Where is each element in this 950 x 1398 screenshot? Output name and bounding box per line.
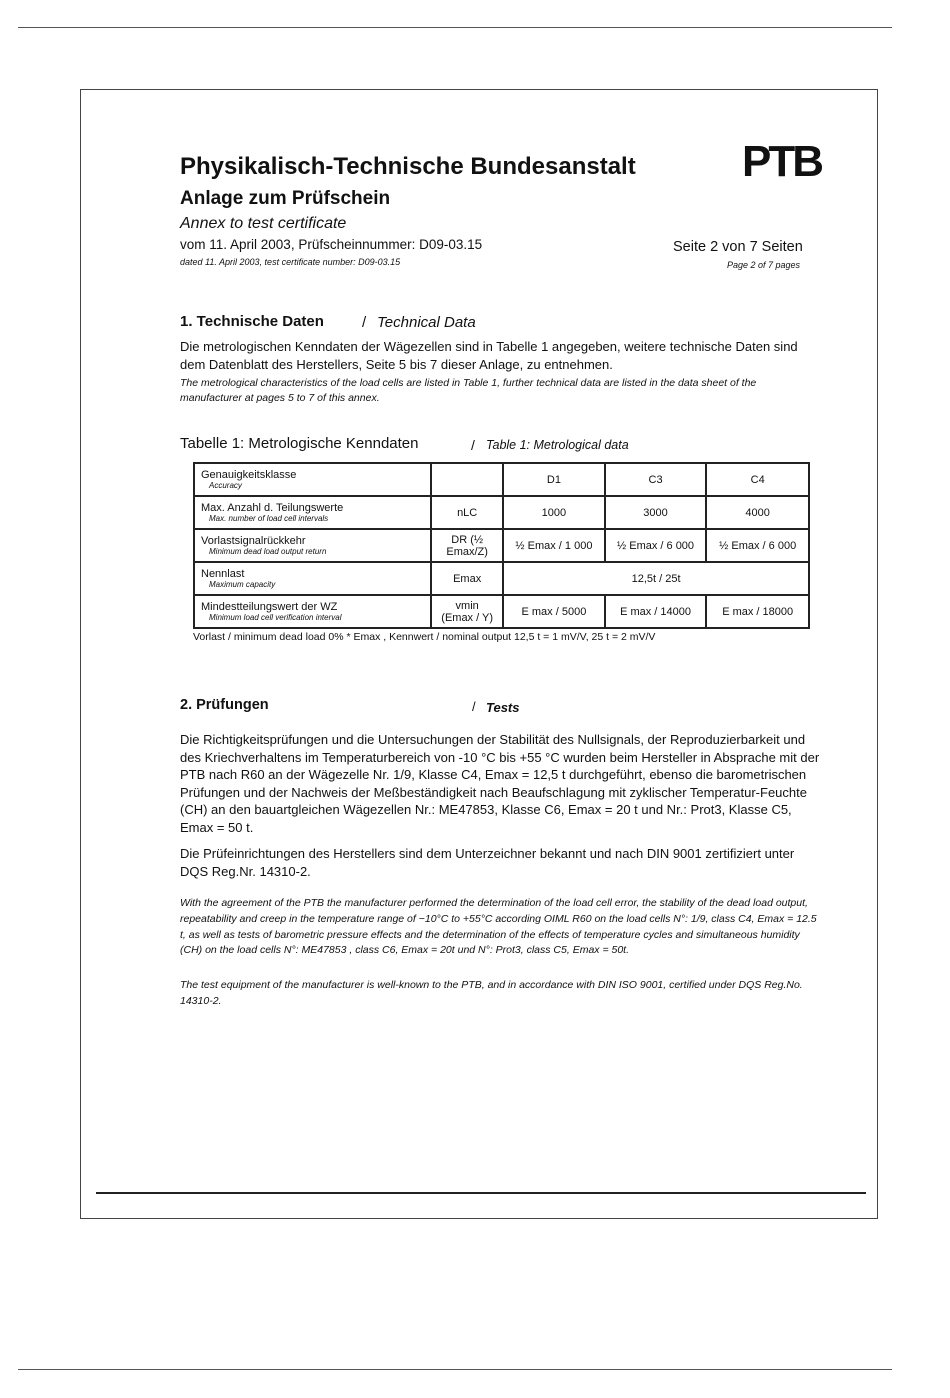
- section2-title-en: Tests: [486, 700, 520, 715]
- table-footnote: Vorlast / minimum dead load 0% * Emax , Kennwert / nominal output 12,5 t = 1 mV/V, 25 t = 2 mV/V: [193, 631, 656, 643]
- section2-text-de-1: Die Richtigkeitsprüfungen und die Untersuchungen der Stabilität des Nullsignals, der Reproduzierbarkeit und des Kriechverhaltens im Temperaturbereich von -10 °C bis +55 °C wurden beim Hersteller in Absprache mit der PTB nach R60 an der Wägezelle Nr. 1/9, Klasse C4, Emax = 12,5 t durchgeführt, ebenso die barometrischen Prüfungen und der Nachweis der Meßbeständigkeit nach Beaufschlagung mit zyklischer Temperatur-Feuchte (CH) an den bauartgleichen Wägezellen Nr.: ME47853, Klasse C6, Emax = 20 t und Nr.: Prot3, Klasse C5, Emax = 50 t.: [180, 732, 820, 835]
- table-cell: E max / 18000: [706, 595, 809, 628]
- row-label-en: Max. number of load cell intervals: [209, 514, 329, 523]
- table-cell: [194, 595, 431, 628]
- table-caption-de: Tabelle 1: Metrologische Kenndaten: [180, 435, 419, 452]
- table-cell: 4000: [706, 496, 809, 529]
- row-label-de: Nennlast: [201, 568, 245, 580]
- table-cell: E max / 5000: [503, 595, 605, 628]
- row-symbol: vmin (Emax / Y): [431, 595, 503, 628]
- page-number-de: Seite 2 von 7 Seiten: [673, 239, 803, 255]
- section2-text-de-2: Die Prüfeinrichtungen des Herstellers sind dem Unterzeichner bekannt und nach DIN 9001 zertifiziert unter DQS Reg.Nr. 14310-2.: [180, 846, 795, 879]
- table-cell: [194, 562, 431, 595]
- section1-title-en: Technical Data: [377, 314, 476, 331]
- table-cell: [194, 529, 431, 562]
- row-symbol: DR (½ Emax/Z): [431, 529, 503, 562]
- top-rule: [18, 27, 892, 28]
- table-cell: ½ Emax / 6 000: [605, 529, 707, 562]
- section1-text-de: Die metrologischen Kenndaten der Wägezellen sind in Tabelle 1 angegeben, weitere technische Daten sind dem Datenblatt des Herstellers, Seite 5 bis 7 dieser Anlage, zu entnehmen.: [180, 339, 798, 372]
- column-header-d1: D1: [503, 463, 605, 496]
- section2-text-en-2: The test equipment of the manufacturer is well-known to the PTB, and in accordance with DIN ISO 9001, certified under DQS Reg.No. 14310-2.: [180, 979, 803, 1007]
- row-symbol: nLC: [431, 496, 503, 529]
- section2-title-de: 2. Prüfungen: [180, 697, 269, 713]
- annex-title-en: Annex to test certificate: [180, 215, 347, 232]
- dated-de: vom 11. April 2003, Prüfscheinnummer: D09-03.15: [180, 237, 483, 252]
- table-caption-en: Table 1: Metrological data: [486, 438, 629, 452]
- row-label-de: Vorlastsignalrückkehr: [201, 535, 306, 547]
- header-label-de: Genauigkeitsklasse: [201, 469, 297, 481]
- table-cell: 1000: [503, 496, 605, 529]
- metrological-data-table: [193, 462, 810, 629]
- dated-en: dated 11. April 2003, test certificate number: D09-03.15: [180, 257, 401, 267]
- column-header-c4: C4: [706, 463, 809, 496]
- table-caption-separator: /: [471, 437, 475, 453]
- footer-rule: [96, 1192, 866, 1194]
- table-row: [194, 529, 809, 562]
- row-label-en: Minimum dead load output return: [209, 547, 327, 556]
- row-label-de: Max. Anzahl d. Teilungswerte: [201, 502, 344, 514]
- section1-title-de: 1. Technische Daten: [180, 313, 324, 330]
- row-symbol: Emax: [431, 562, 503, 595]
- table-cell: [194, 463, 431, 496]
- table-cell: ½ Emax / 6 000: [706, 529, 809, 562]
- table-cell: 3000: [605, 496, 707, 529]
- table-row: [194, 496, 809, 529]
- bottom-rule: [18, 1369, 892, 1370]
- row-label-en: Maximum capacity: [209, 580, 276, 589]
- merged-capacity-cell: 12,5t / 25t: [503, 562, 809, 595]
- table-header-row: [194, 463, 809, 496]
- annex-title-de: Anlage zum Prüfschein: [180, 188, 391, 209]
- row-label-de: Mindestteilungswert der WZ: [201, 601, 338, 613]
- table-cell: [431, 463, 503, 496]
- header-label-en: Accuracy: [209, 481, 242, 490]
- table-row: [194, 595, 809, 628]
- section2-text-en-1: With the agreement of the PTB the manufacturer performed the determination of the load cell error, the stability of the dead load output, repeatability and creep in the temperature range of −10°C to +55°C according OIML R60 on the load cells N°: 1/9, class C4, Emax = 12.5 t, as well as tests of barometric pressure effects and the determination of the effects of temperature cycles and simultaneous humidity (CH) on the load cells N°: ME47853 , class C6, Emax = 20t und N°: Prot3, class C5, Emax = 50t.: [180, 897, 817, 957]
- section1-text-en: The metrological characteristics of the load cells are listed in Table 1, further technical data are listed in the data sheet of the manufacturer at pages 5 to 7 of this annex.: [180, 377, 757, 404]
- table-cell: [194, 496, 431, 529]
- page-number-en: Page 2 of 7 pages: [727, 260, 801, 270]
- table-cell: ½ Emax / 1 000: [503, 529, 605, 562]
- row-label-en: Minimum load cell verification interval: [209, 613, 342, 622]
- column-header-c3: C3: [605, 463, 707, 496]
- table-row: [194, 562, 809, 595]
- section1-separator: /: [362, 314, 367, 331]
- institute-title: Physikalisch-Technische Bundesanstalt: [180, 153, 636, 180]
- table-cell: E max / 14000: [605, 595, 707, 628]
- ptb-logo: PTB: [742, 137, 821, 186]
- section2-separator: /: [472, 699, 476, 714]
